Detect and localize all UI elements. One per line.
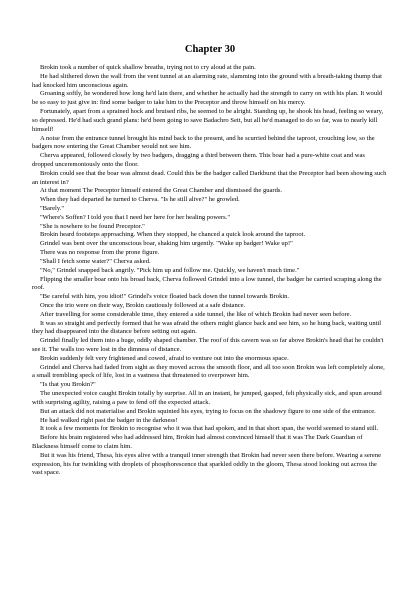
paragraph: He had slithered down the wall from the vent tunnel at an alarming rate, slamming into the ground with a breath-taking thump that had knocked him unconscious again. bbox=[32, 72, 382, 89]
chapter-body bbox=[32, 64, 388, 478]
paragraph: But an attack did not materialise and Brokin squinted his eyes, trying to focus on the shadowy figure to one side of the entrance. bbox=[40, 407, 376, 415]
paragraph: Once the trio were on their way, Brokin cautiously followed at a safe distance. bbox=[40, 301, 246, 309]
paragraph: Before his brain registered who had addressed him, Brokin had almost convinced himself that it was The Dark Guardian of Blackness himself come to claim him. bbox=[32, 434, 363, 450]
paragraph: Brokin could see that the boar was almost dead. Could this be the badger called Darkburst that the Preceptor had been showing such an interest in? bbox=[32, 169, 387, 186]
paragraph: Grindel and Cherva had faded from sight as they moved across the smooth floor, and all too soon Brokin was left completely alone, a small trembling speck of life, lost in a vastness that threatened to overpower him. bbox=[32, 363, 385, 380]
paragraph: Grindel finally led them into a huge, oddly shaped chamber. The roof of this cavern was so far above Brokin's head that he couldn't see it. The walls too were lost in the dimness of distance. bbox=[32, 337, 384, 353]
paragraph: After travelling for some considerable time, they entered a side tunnel, the like of which Brokin had never seen before. bbox=[40, 310, 352, 318]
paragraph: A noise from the entrance tunnel brought his mind back to the present, and he scurried behind the taproot, crouching low, so the badgers now entering the Great Chamber would not see him. bbox=[32, 134, 375, 151]
paragraph: When they had departed he turned to Cherva. "Is he still alive?" he growled. bbox=[40, 196, 240, 204]
paragraph: "Be careful with him, you idiot!" Grindel's voice floated back down the tunnel towards Brokin. bbox=[40, 293, 290, 301]
paragraph: Flipping the smaller boar onto his broad back, Cherva followed Grindel into a low tunnel, the badger he carried scraping along the roof. bbox=[32, 275, 382, 292]
paragraph: It was so straight and perfectly formed that he was afraid the others might glance back and see him, so he hung back, waiting until they had disappeared into the distance before setting out again. bbox=[32, 319, 382, 336]
paragraph: He had walked right past the badger in the darkness! bbox=[40, 416, 178, 424]
paragraph: "No," Grindel snapped back angrily. "Pick him up and follow me. Quickly, we haven't much time." bbox=[40, 266, 300, 274]
paragraph: Cherva appeared, followed closely by two badgers, dragging a third between them. This boar had a pure-white coat and was dropped unceremoniously onto the floor. bbox=[32, 152, 365, 168]
chapter-title: Chapter 30 bbox=[184, 44, 236, 55]
paragraph: It took a few moments for Brokin to recognise who it was that had spoken, and in that short span, the world seemed to stand still. bbox=[40, 425, 379, 433]
paragraph: The unexpected voice caught Brokin totally by surprise. All in an instant, he jumped, gasped, felt physically sick, and spun around with surprising agility, raising a paw to fend off the expected attack. bbox=[32, 390, 382, 406]
paragraph: Fortunately, apart from a sprained hock and bruised ribs, he seemed to be alright. Standing up, he shook his head, feeling so weary, so depressed. He'd had such grand plans: he'd been going to save Badachro Sett, but all he'd managed to do so far, was to nearly kill himself! bbox=[32, 108, 384, 133]
paragraph: Grindel was bent over the unconscious boar, shaking him urgently. "Wake up badger! Wake up!" bbox=[40, 240, 293, 248]
paragraph: Brokin heard footsteps approaching. When they stopped, he chanced a quick look around the taproot. bbox=[40, 231, 306, 239]
paragraph: But it was his friend, Thesa, his eyes alive with a tranquil inner strength that Brokin had never seen there before. Wearing a serene expression, his fur twinkling with droplets of phosphorescence that sparkled oddly in the gloom, Thesa stood looking out across the vast space. bbox=[32, 451, 382, 477]
paragraph: At that moment The Preceptor himself entered the Great Chamber and dismissed the guards. bbox=[40, 187, 283, 195]
paragraph: There was no response from the prone figure. bbox=[40, 249, 160, 257]
paragraph: "She is nowhere to be found Preceptor." bbox=[40, 222, 145, 230]
paragraph: Groaning softly, he wondered how long he'd lain there, and whether he actually had the strength to carry on with his plan. It would be so easy to just give in: find some badger to take him to the Preceptor and throw himself on his mercy. bbox=[32, 90, 383, 107]
paragraph: "Where's Soffen? I told you that I need her here for her healing powers." bbox=[40, 213, 231, 221]
paragraph: Brokin suddenly felt very frightened and cowed, afraid to venture out into the enormous space. bbox=[40, 354, 289, 362]
paragraph: "Shall I fetch some water?" Cherva asked. bbox=[40, 257, 151, 265]
paragraph: Brokin took a number of quick shallow breaths, trying not to cry aloud at the pain. bbox=[40, 64, 256, 71]
paragraph: "Barely." bbox=[40, 205, 65, 212]
paragraph: "Is that you Brokin?" bbox=[40, 381, 96, 389]
